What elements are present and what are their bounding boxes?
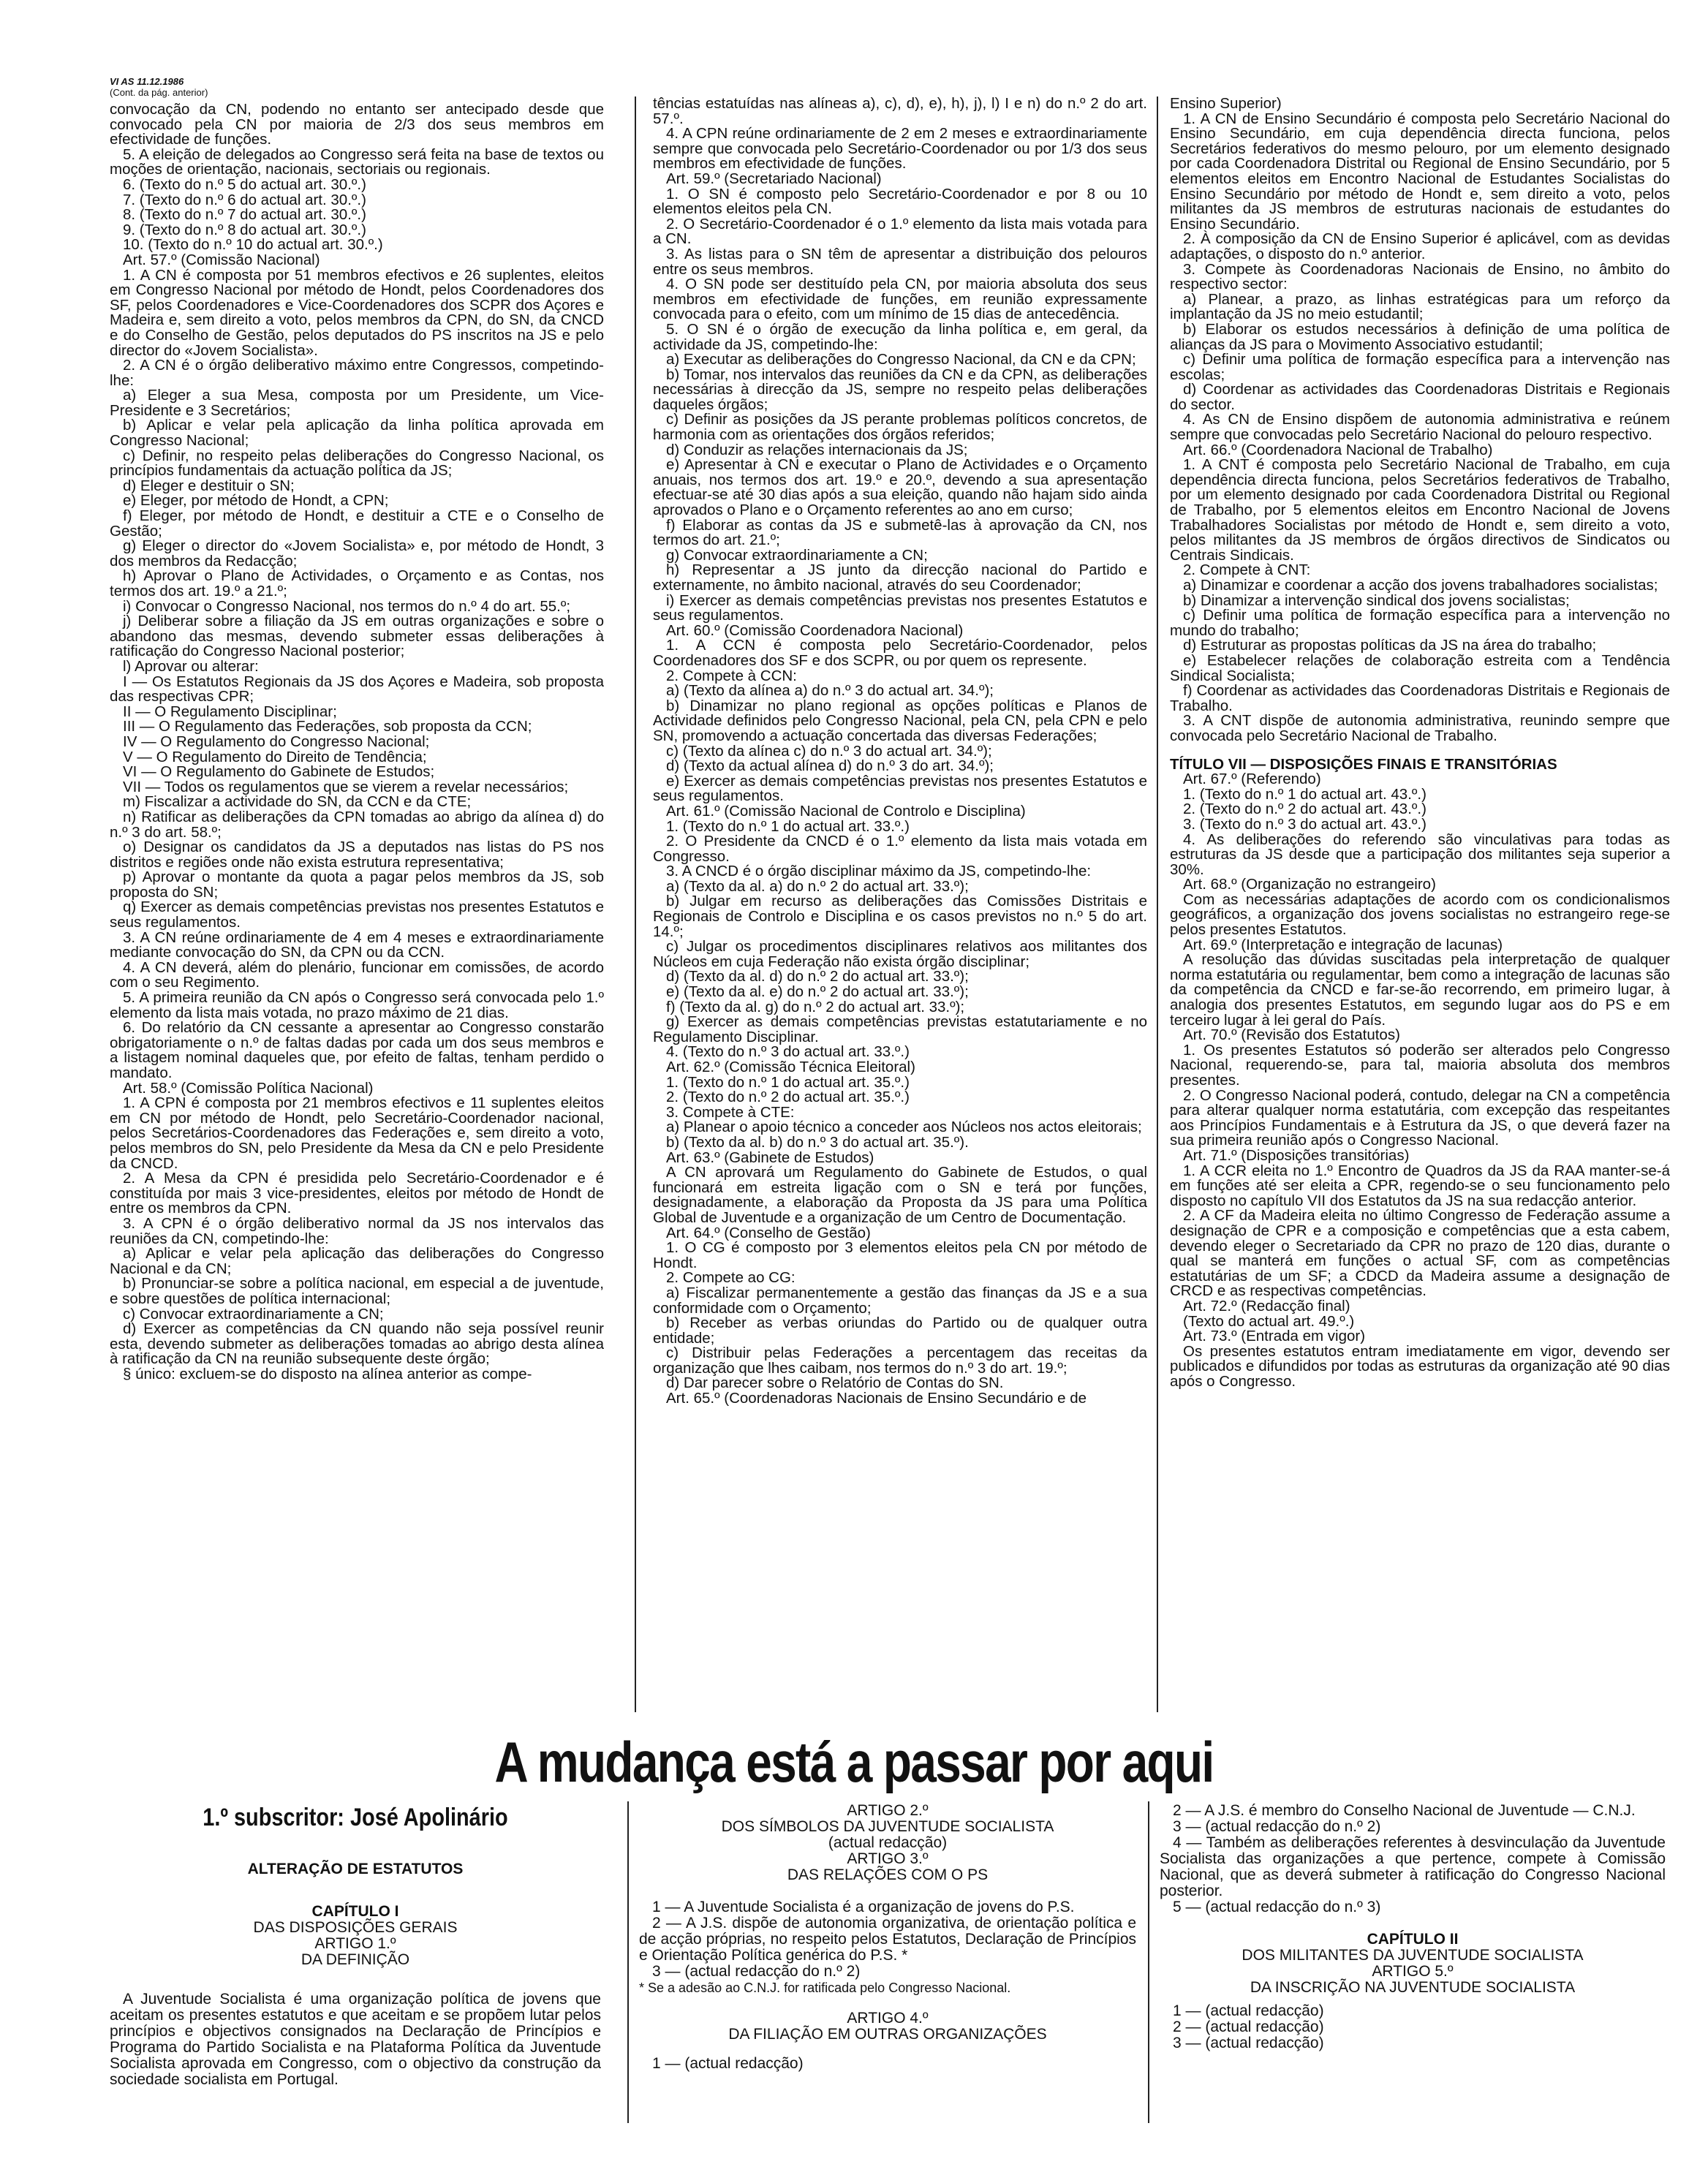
paragraph: b) Aplicar e velar pela aplicação da linha política aprovada em Congresso Nacional; bbox=[110, 417, 604, 450]
paragraph: b) Dinamizar no plano regional as opções políticas e Planos de Actividade definidos pelo Congresso Nacional, pela CN, pela CPN e pelo SN, promovendo a actuação concertada das diversas Federações; bbox=[653, 697, 1147, 744]
paragraph: i) Exercer as demais competências previstas nos presentes Estatutos e seus regulamentos. bbox=[653, 591, 1147, 624]
article-4-heading: ARTIGO 4.º bbox=[847, 2010, 929, 2027]
paragraph: n) Ratificar as deliberações da CPN tomadas ao abrigo da alínea d) do n.º 3 do art. 58.º; bbox=[110, 808, 604, 841]
paragraph: 3. Compete às Coordenadoras Nacionais de Ensino, no âmbito do respectivo sector: bbox=[1170, 260, 1670, 293]
paragraph: IV — O Regulamento do Congresso Nacional; bbox=[123, 733, 430, 750]
article-5-heading: ARTIGO 5.º bbox=[1372, 1963, 1454, 1980]
paragraph: c) Convocar extraordinariamente a CN; bbox=[123, 1305, 384, 1323]
paragraph: g) Eleger o director do «Jovem Socialista» e, por método de Hondt, 3 dos membros da Redacção; bbox=[110, 537, 604, 570]
paragraph: convocação da CN, podendo no entanto ser antecipado desde que convocado pela CN por maioria de 2/3 dos seus membros em efectividade de funções. bbox=[110, 102, 604, 148]
paragraph: 1. (Texto do n.º 1 do actual art. 35.º.) bbox=[666, 1073, 910, 1091]
paragraph: 2. A CF da Madeira eleita no último Congresso de Federação assume a designação de CPR e a composição e competências que a esta cabem, devendo eleger o Secretariado da CPR no prazo de 120 dias, durante o qual se manterá em funções o actual SF, com as competências estatutárias de um SF; a CDCD da Madeira assume a designação de CRCD e as respectivas competências. bbox=[1170, 1207, 1670, 1300]
paragraph: Com as necessárias adaptações de acordo com os condicionalismos geográficos, a organização dos jovens socialistas no estrangeiro rege-se pelos presentes Estatutos. bbox=[1170, 890, 1670, 939]
chapter-2-heading: CAPÍTULO II bbox=[1367, 1931, 1459, 1948]
paragraph: q) Exercer as demais competências previstas nos presentes Estatutos e seus regulamentos. bbox=[110, 898, 604, 931]
paragraph: Art. 59.º (Secretariado Nacional) bbox=[666, 170, 882, 187]
paragraph: 3. A CPN é o órgão deliberativo normal da JS nos intervalos das reuniões da CN, competindo-lhe: bbox=[110, 1214, 604, 1247]
paragraph: g) Exercer as demais competências previstas estatutariamente e no Regulamento Disciplinar. bbox=[653, 1013, 1147, 1045]
paragraph: c) Definir, no respeito pelas deliberações do Congresso Nacional, os princípios fundamentais da actuação política da JS; bbox=[110, 447, 604, 480]
paragraph: Art. 67.º (Referendo) bbox=[1183, 771, 1321, 788]
paragraph: 5. A eleição de delegados ao Congresso será feita na base de textos ou moções de orientação, nacionais, sectoriais ou regionais. bbox=[110, 145, 604, 178]
paragraph: Art. 63.º (Gabinete de Estudos) bbox=[666, 1149, 874, 1166]
paragraph: f) Elaborar as contas da JS e submetê-las à aprovação da CN, nos termos do art. 21.º; bbox=[653, 516, 1147, 549]
paragraph: I — Os Estatutos Regionais da JS dos Açores e Madeira, sob proposta das respectivas CPR; bbox=[110, 673, 604, 705]
paragraph: d) (Texto da actual alínea d) do n.º 3 do art. 34.º); bbox=[666, 757, 994, 775]
paragraph: 7. (Texto do n.º 6 do actual art. 30.º.) bbox=[123, 191, 366, 208]
paragraph: (Texto do actual art. 49.º.) bbox=[1183, 1312, 1355, 1330]
paragraph: 3. A CNCD é o órgão disciplinar máximo da JS, competindo-lhe: bbox=[666, 863, 1092, 880]
paragraph: c) Definir uma política de formação específica para a intervenção no mundo do trabalho; bbox=[1170, 607, 1670, 639]
paragraph: b) Receber as verbas oriundas do Partido ou de qualquer outra entidade; bbox=[653, 1314, 1147, 1347]
paragraph: b) Dinamizar a intervenção sindical dos jovens socialistas; bbox=[1183, 591, 1570, 609]
paragraph: 1. A CPN é composta por 21 membros efectivos e 11 suplentes eleitos em CN por método de Hondt, pelo Secretário-Coordenador nacional, pelos Secretários-Coordenadores das Federações e, sem direito a voto, pelos membros do SN, pelo Presidente da Mesa da CN e pelo Presidente da CNCD. bbox=[110, 1094, 604, 1172]
divider-vertical-bottom-1 bbox=[627, 1801, 629, 2123]
paragraph: 3. A CN reúne ordinariamente de 4 em 4 meses e extraordinariamente mediante convocação do SN, da CPN ou da CCN. bbox=[110, 928, 604, 961]
footnote: * Se a adesão ao C.N.J. for ratificada pelo Congresso Nacional. bbox=[639, 1980, 1011, 1995]
paragraph: d) Conduzir as relações internacionais da JS; bbox=[666, 441, 968, 458]
paragraph: 2. O Congresso Nacional poderá, contudo, delegar na CN a competência para alterar qualquer norma estatutária, com excepção das respeitantes aos Princípios Fundamentais e à Estrutura da JS, o que deverá fazer na sua primeira reunião após o Congresso Nacional. bbox=[1170, 1086, 1670, 1149]
paragraph: Art. 70.º (Revisão dos Estatutos) bbox=[1183, 1026, 1400, 1044]
continuation-note: (Cont. da pág. anterior) bbox=[110, 87, 208, 98]
paragraph: 4. A CN deverá, além do plenário, funcionar em comissões, de acordo com o seu Regimento. bbox=[110, 958, 604, 991]
article-1-text: A Juventude Socialista é uma organização política de jovens que aceitam os presentes estatutos e que aceitam e se propõem lutar pelos princípios e objectivos consignados na Declaração de Princípios e Programa do Partido Socialista e na Plataforma Política da Juventude Socialista aprovada em Congresso, com o objectivo da construção da sociedade socialista em Portugal. bbox=[110, 1991, 601, 2088]
paragraph: m) Fiscalizar a actividade do SN, da CCN e da CTE; bbox=[123, 793, 472, 811]
article-5-item-3: 3 — (actual redacção) bbox=[1173, 2035, 1324, 2051]
paragraph: 2. Compete à CNT: bbox=[1183, 561, 1311, 579]
chapter-2-title: DOS MILITANTES DA JUVENTUDE SOCIALISTA bbox=[1242, 1947, 1584, 1964]
paragraph: e) Estabelecer relações de colaboração estreita com a Tendência Sindical Socialista; bbox=[1170, 651, 1670, 684]
paragraph: j) Deliberar sobre a filiação da JS em outras organizações e sobre o abandono das mesmas, devendo submeter essas deliberações à ratificação do Congresso Nacional posterior; bbox=[110, 613, 604, 660]
article-4-item-4: 4 — Também as deliberações referentes à desvinculação da Juventude Socialista das organizações a que pertence, compete à Comissão Nacional, que as deverá submeter à ratificação do Congresso Nacional posterior. bbox=[1160, 1834, 1666, 1899]
paragraph: 4. O SN pode ser destituído pela CN, por maioria absoluta dos seus membros em efectividade de funções, em reunião expressamente convocada para o efeito, com um mínimo de 15 dias de antecedência. bbox=[653, 276, 1147, 323]
paragraph: 2. Compete ao CG: bbox=[666, 1269, 796, 1287]
paragraph: d) Dar parecer sobre o Relatório de Contas do SN. bbox=[666, 1374, 1004, 1392]
headline: A mudança está a passar por aqui bbox=[494, 1730, 1214, 1794]
paragraph: a) Planear o apoio técnico a conceder aos Núcleos nos actos eleitorais; bbox=[666, 1119, 1142, 1136]
paragraph: h) Aprovar o Plano de Actividades, o Orçamento e as Contas, nos termos dos art. 19.º a 21.º; bbox=[110, 567, 604, 599]
paragraph: § único: excluem-se do disposto na alínea anterior as compe- bbox=[123, 1365, 532, 1382]
paragraph: e) Exercer as demais competências previstas nos presentes Estatutos e seus regulamentos. bbox=[653, 772, 1147, 805]
paragraph: 1. A CN é composta por 51 membros efectivos e 26 suplentes, eleitos em Congresso Nacional por método de Hondt, pelos Coordenadores dos SF, pelos Coordenadores e Vice-Coordenadores dos SCPR dos Açores e Madeira e, sem direito a voto, pelos membros da CPN, do SN, da CNCD e do Conselho de Gestão, pelos deputados do PS inscritos na JS e pelo director do «Jovem Socialista». bbox=[110, 266, 604, 359]
paragraph: V — O Regulamento do Direito de Tendência; bbox=[123, 748, 427, 765]
page-header bbox=[110, 76, 208, 98]
paragraph: Art. 71.º (Disposições transitórias) bbox=[1183, 1146, 1410, 1164]
paragraph: a) Fiscalizar permanentemente a gestão das finanças da JS e a sua conformidade com o Orçamento; bbox=[653, 1284, 1147, 1317]
paragraph: Art. 61.º (Comissão Nacional de Controlo e Disciplina) bbox=[666, 802, 1026, 820]
paragraph: 1. A CCR eleita no 1.º Encontro de Quadros da JS da RAA manter-se-á em funções até ser eleita a CPR, regendo-se o seu funcionamento pelo disposto no capítulo VII dos Estatutos da JS na sua redacção anterior. bbox=[1170, 1162, 1670, 1209]
paragraph: i) Convocar o Congresso Nacional, nos termos do n.º 4 do art. 55.º; bbox=[123, 597, 571, 615]
article-1-title: DA DEFINIÇÃO bbox=[301, 1951, 410, 1968]
paragraph: Os presentes estatutos entram imediatamente em vigor, devendo ser publicados e difundidos por todas as estruturas da organização até 90 dias após o Congresso. bbox=[1170, 1342, 1670, 1390]
paragraph: c) (Texto da alínea c) do n.º 3 do actual art. 34.º); bbox=[666, 742, 992, 760]
paragraph: 1. Os presentes Estatutos só poderão ser alterados pelo Congresso Nacional, requerendo-se, para tal, maioria absoluta dos membros presentes. bbox=[1170, 1041, 1670, 1089]
paragraph: a) (Texto da al. a) do n.º 2 do actual art. 33.º); bbox=[666, 877, 969, 895]
paragraph: e) Apresentar à CN e executar o Plano de Actividades e o Orçamento anuais, nos termos dos art. 19.º e 20.º, devendo a sua apresentação efectuar-se até 30 dias após a sua eleição, quando não hajam sido ainda aprovados o Plano e o Orçamento referentes ao ano em curso; bbox=[653, 456, 1147, 519]
section-title: TÍTULO VII — DISPOSIÇÕES FINAIS E TRANSITÓRIAS bbox=[1170, 755, 1557, 773]
paragraph: 3. Compete à CTE: bbox=[666, 1103, 795, 1121]
paragraph: p) Aprovar o montante da quota a pagar pelos membros da JS, sob proposta do SN; bbox=[110, 869, 604, 901]
divider-vertical-bottom-2 bbox=[1148, 1801, 1149, 2123]
text-column-3 bbox=[1170, 97, 1670, 1702]
paragraph: a) Dinamizar e coordenar a acção dos jovens trabalhadores socialistas; bbox=[1183, 577, 1658, 594]
article-5-title: DA INSCRIÇÃO NA JUVENTUDE SOCIALISTA bbox=[1250, 1979, 1576, 1996]
paragraph: 1. A CN de Ensino Secundário é composta pelo Secretário Nacional do Ensino Secundário, em cuja dependência directa funciona, pelos Secretários federativos do mesmo pelouro, por um elemento designado por cada Coordenadora Distrital ou Regional de Ensino Secundário, por 5 elementos eleitos em Encontro Nacional de Estudantes Socialistas do Ensino Secundário por método de Hondt e, sem direito a voto, pelos militantes da JS membros de estruturas nacionais de estudantes do Ensino Secundário. bbox=[1170, 110, 1670, 232]
paragraph: h) Representar a JS junto da direcção nacional do Partido e externamente, no âmbito nacional, através do seu Coordenador; bbox=[653, 561, 1147, 594]
paragraph: Art. 72.º (Redacção final) bbox=[1183, 1297, 1350, 1314]
divider-vertical-top-1 bbox=[635, 97, 636, 1712]
paragraph: e) Eleger, por método de Hondt, a CPN; bbox=[123, 492, 389, 510]
paragraph: Art. 68.º (Organização no estrangeiro) bbox=[1183, 876, 1436, 893]
paragraph: 2. A CN é o órgão deliberativo máximo entre Congressos, competindo-lhe: bbox=[110, 357, 604, 389]
paragraph: g) Convocar extraordinariamente a CN; bbox=[666, 546, 928, 564]
paragraph: c) Definir as posições da JS perante problemas políticos concretos, de harmonia com as orientações dos órgãos referidos; bbox=[653, 411, 1147, 444]
article-2-heading: ARTIGO 2.º bbox=[847, 1803, 929, 1819]
paragraph: 2. (Texto do n.º 2 do actual art. 35.º.) bbox=[666, 1089, 910, 1106]
article-5-item-2: 2 — (actual redacção) bbox=[1173, 2019, 1324, 2035]
paragraph: VII — Todos os regulamentos que se vierem a revelar necessários; bbox=[123, 778, 569, 795]
paragraph: d) Estruturar as propostas políticas da JS na área do trabalho; bbox=[1183, 637, 1597, 654]
paragraph: o) Designar os candidatos da JS a deputados nas listas do PS nos distritos e regiões onde não exista estrutura representativa; bbox=[110, 839, 604, 871]
article-2-subtitle: (actual redacção) bbox=[828, 1834, 948, 1851]
paragraph: 1. A CNT é composta pelo Secretário Nacional de Trabalho, em cuja dependência directa funciona, pelos Secretários federativos de Trabalho, por um elemento designado por cada Coordenadora Distrital ou Regional de Trabalho, por 5 elementos eleitos em Encontro Nacional de Jovens Trabalhadores Socialistas por método de Hondt e, sem direito a voto, pelos militantes da JS membros de órgãos directivos de Sindicatos ou Centrais Sindicais. bbox=[1170, 456, 1670, 564]
paragraph: d) Eleger e destituir o SN; bbox=[123, 477, 295, 494]
paragraph: f) Coordenar as actividades das Coordenadoras Distritais e Regionais de Trabalho. bbox=[1170, 682, 1670, 714]
subscriber-title: 1.º subscritor: José Apolinário bbox=[203, 1804, 508, 1831]
paragraph: a) (Texto da alínea a) do n.º 3 do actual art. 34.º); bbox=[666, 682, 994, 700]
paragraph: c) Definir uma política de formação específica para a intervenção nas escolas; bbox=[1170, 351, 1670, 383]
paragraph: Art. 73.º (Entrada em vigor) bbox=[1183, 1328, 1366, 1345]
article-4-item-3: 3 — (actual redacção do n.º 2) bbox=[1173, 1818, 1381, 1835]
divider-vertical-top-2 bbox=[1157, 97, 1158, 1712]
paragraph: b) (Texto da al. b) do n.º 3 do actual art. 35.º). bbox=[666, 1133, 969, 1151]
article-4-item-5: 5 — (actual redacção do n.º 3) bbox=[1173, 1899, 1381, 1915]
bottom-column-1 bbox=[110, 1803, 601, 2125]
paragraph: c) Distribuir pelas Federações a percentagem das receitas da organização que lhes caibam, nos termos do n.º 3 do art. 19.º; bbox=[653, 1344, 1147, 1377]
paragraph: 8. (Texto do n.º 7 do actual art. 30.º.) bbox=[123, 206, 366, 224]
paragraph: Art. 69.º (Interpretação e integração de lacunas) bbox=[1183, 936, 1503, 953]
paragraph: Art. 57.º (Comissão Nacional) bbox=[123, 251, 320, 268]
paragraph: a) Executar as deliberações do Congresso Nacional, da CN e da CPN; bbox=[666, 351, 1136, 368]
paragraph: b) Julgar em recurso as deliberações das Comissões Distritais e Regionais de Controlo e Disciplina e os casos previstos no n.º 5 do art. 14.º; bbox=[653, 893, 1147, 940]
paragraph: tências estatuídas nas alíneas a), c), d), e), h), j), l) I e n) do n.º 2 do art. 57.º. bbox=[653, 97, 1147, 127]
text-column-1 bbox=[110, 102, 604, 1709]
paragraph: b) Tomar, nos intervalos das reuniões da CN e da CPN, as deliberações necessárias à direcção da JS, sempre no respeito pelas deliberações daqueles órgãos; bbox=[653, 366, 1147, 413]
article-3-title: DAS RELAÇÕES COM O PS bbox=[787, 1866, 989, 1883]
paragraph: A CN aprovará um Regulamento do Gabinete de Estudos, o qual funcionará em estreita ligação com o SN e terá por funções, designadamente, a elaboração da Proposta da JS para uma Política Global de Juventude e a organização de um Centro de Documentação. bbox=[653, 1164, 1147, 1226]
paragraph: 5. A primeira reunião da CN após o Congresso será convocada pelo 1.º elemento da lista mais votada, no prazo máximo de 21 dias. bbox=[110, 989, 604, 1021]
paragraph: a) Planear, a prazo, as linhas estratégicas para um reforço da implantação da JS no meio estudantil; bbox=[1170, 290, 1670, 323]
paragraph: e) (Texto da al. e) do n.º 2 do actual art. 33.º); bbox=[666, 983, 969, 1001]
paragraph: b) Pronunciar-se sobre a política nacional, em especial a de juventude, e sobre questões de política internacional; bbox=[110, 1275, 604, 1307]
paragraph: 10. (Texto do n.º 10 do actual art. 30.º.) bbox=[123, 236, 383, 254]
paragraph: d) Exercer as competências da CN quando não seja possível reunir esta, devendo submeter as deliberações tomadas ao abrigo desta alínea à ratificação da CN na reunião subsequente deste órgão; bbox=[110, 1320, 604, 1368]
paragraph: 9. (Texto do n.º 8 do actual art. 30.º.) bbox=[123, 221, 366, 238]
article-2-title: DOS SÍMBOLOS DA JUVENTUDE SOCIALISTA bbox=[721, 1818, 1054, 1835]
article-3-heading: ARTIGO 3.º bbox=[847, 1850, 929, 1867]
paragraph: 2. A Mesa da CPN é presidida pelo Secretário-Coordenador e é constituída por mais 3 vice-presidentes, eleitos por método de Hondt de entre os membros da CPN. bbox=[110, 1170, 604, 1217]
article-3-item-3: 3 — (actual redacção do n.º 2) bbox=[652, 1963, 861, 1980]
chapter-1-title: DAS DISPOSIÇÕES GERAIS bbox=[253, 1919, 458, 1936]
article-3-item-1: 1 — A Juventude Socialista é a organização de jovens do P.S. bbox=[652, 1899, 1075, 1915]
paragraph: Art. 58.º (Comissão Política Nacional) bbox=[123, 1079, 374, 1097]
article-1-heading: ARTIGO 1.º bbox=[314, 1935, 396, 1952]
paragraph: d) Coordenar as actividades das Coordenadoras Distritais e Regionais do sector. bbox=[1170, 381, 1670, 413]
paragraph: 2. O Presidente da CNCD é o 1.º elemento da lista mais votada em Congresso. bbox=[653, 833, 1147, 865]
article-3-item-2: 2 — A J.S. dispõe de autonomia organizativa, de orientação política e de acção próprias, no respeito pelos Estatutos, Declaração de Princípios e Orientação Política genérica do P.S. * bbox=[639, 1915, 1136, 1964]
paragraph: 2. À composição da CN de Ensino Superior é aplicável, com as devidas adaptações, o disposto do n.º anterior. bbox=[1170, 230, 1670, 262]
paragraph: Art. 66.º (Coordenadora Nacional de Trabalho) bbox=[1183, 441, 1493, 458]
paragraph: 4. As deliberações do referendo são vinculativas para todas as estruturas da JS desde que a participação dos militantes seja superior a 30%. bbox=[1170, 831, 1670, 878]
paragraph: Ensino Superior) bbox=[1170, 97, 1282, 112]
alteracao-heading: ALTERAÇÃO DE ESTATUTOS bbox=[247, 1861, 464, 1877]
paragraph: 5. O SN é o órgão de execução da linha política e, em geral, da actividade da JS, competindo-lhe: bbox=[653, 320, 1147, 353]
text-column-2 bbox=[653, 97, 1147, 1709]
paragraph: d) (Texto da al. d) do n.º 2 do actual art. 33.º); bbox=[666, 968, 969, 985]
bottom-column-2 bbox=[639, 1803, 1136, 2125]
paragraph: a) Eleger a sua Mesa, composta por um Presidente, um Vice-Presidente e 3 Secretários; bbox=[110, 387, 604, 419]
paragraph: a) Aplicar e velar pela aplicação das deliberações do Congresso Nacional e da CN; bbox=[110, 1245, 604, 1277]
article-5-item-1: 1 — (actual redacção) bbox=[1173, 2002, 1324, 2019]
paragraph: 1. A CCN é composta pelo Secretário-Coordenador, pelos Coordenadores dos SF e dos SCPR, ou por quem os represente. bbox=[653, 637, 1147, 669]
paragraph: II — O Regulamento Disciplinar; bbox=[123, 703, 337, 720]
paragraph: VI — O Regulamento do Gabinete de Estudos; bbox=[123, 763, 435, 781]
paragraph: f) Eleger, por método de Hondt, e destituir a CTE e o Conselho de Gestão; bbox=[110, 507, 604, 540]
paragraph: III — O Regulamento das Federações, sob proposta da CCN; bbox=[123, 718, 532, 735]
paragraph: 1. (Texto do n.º 1 do actual art. 33.º.) bbox=[666, 817, 910, 835]
paragraph: Art. 64.º (Conselho de Gestão) bbox=[666, 1224, 871, 1241]
article-4-item-1: 1 — (actual redacção) bbox=[652, 2055, 804, 2072]
paragraph: 6. (Texto do n.º 5 do actual art. 30.º.) bbox=[123, 175, 366, 193]
paragraph: 2. O Secretário-Coordenador é o 1.º elemento da lista mais votada para a CN. bbox=[653, 215, 1147, 248]
paragraph: 3. A CNT dispõe de autonomia administrativa, reunindo sempre que convocada pelo Secretário Nacional de Trabalho. bbox=[1170, 712, 1670, 744]
bottom-column-3 bbox=[1160, 1803, 1666, 2125]
paragraph: 3. (Texto do n.º 3 do actual art. 43.º.) bbox=[1183, 815, 1427, 833]
paragraph: 1. O CG é composto por 3 elementos eleitos pela CN por método de Hondt. bbox=[653, 1239, 1147, 1271]
paragraph: c) Julgar os procedimentos disciplinares relativos aos militantes dos Núcleos em cuja Federação não exista órgão disciplinar; bbox=[653, 938, 1147, 970]
paragraph: Art. 65.º (Coordenadoras Nacionais de Ensino Secundário e de bbox=[666, 1390, 1087, 1407]
paragraph: Art. 60.º (Comissão Coordenadora Nacional) bbox=[666, 621, 964, 639]
paragraph: 2. Compete à CCN: bbox=[666, 667, 797, 684]
paragraph: l) Aprovar ou alterar: bbox=[123, 657, 259, 675]
paragraph: f) (Texto da al. g) do n.º 2 do actual art. 33.º); bbox=[666, 998, 965, 1015]
article-4-title: DA FILIAÇÃO EM OUTRAS ORGANIZAÇÕES bbox=[728, 2026, 1047, 2043]
paragraph: b) Elaborar os estudos necessários à definição de uma política de alianças da JS para o Movimento Associativo estudantil; bbox=[1170, 320, 1670, 353]
paragraph: 4. (Texto do n.º 3 do actual art. 33.º.) bbox=[666, 1043, 910, 1061]
paragraph: A resolução das dúvidas suscitadas pela interpretação de qualquer norma estatutária ou regulamentar, bem como a integração de lacunas são da competência da CNCD e far-se-ão recorrendo, em primeiro lugar, à analogia dos presentes Estatutos, em segundo lugar aos do PS e em terceiro lugar à lei geral do País. bbox=[1170, 951, 1670, 1029]
paragraph: 1. O SN é composto pelo Secretário-Coordenador e por 8 ou 10 elementos eleitos pela CN. bbox=[653, 185, 1147, 218]
paragraph: 6. Do relatório da CN cessante a apresentar ao Congresso constarão obrigatoriamente o n.º de faltas dadas por cada um dos seus membros e a listagem nominal daqueles que, por efeito de faltas, tenham perdido o mandato. bbox=[110, 1019, 604, 1081]
paragraph: 3. As listas para o SN têm de apresentar a distribuição dos pelouros entre os seus membros. bbox=[653, 245, 1147, 278]
issue-date: VI AS 11.12.1986 bbox=[110, 76, 184, 87]
paragraph: 1. (Texto do n.º 1 do actual art. 43.º.) bbox=[1183, 785, 1427, 803]
paragraph: 2. (Texto do n.º 2 do actual art. 43.º.) bbox=[1183, 801, 1427, 818]
paragraph: Art. 62.º (Comissão Técnica Eleitoral) bbox=[666, 1059, 915, 1075]
chapter-1-heading: CAPÍTULO I bbox=[311, 1903, 399, 1920]
paragraph: 4. As CN de Ensino dispõem de autonomia administrativa e reúnem sempre que convocadas pelo Secretário Nacional do pelouro respectivo. bbox=[1170, 411, 1670, 444]
article-4-item-2: 2 — A J.S. é membro do Conselho Nacional de Juventude — C.N.J. bbox=[1173, 1803, 1636, 1819]
paragraph: 4. A CPN reúne ordinariamente de 2 em 2 meses e extraordinariamente sempre que convocada pelo Secretário-Coordenador ou por 1/3 dos seus membros em efectividade de funções. bbox=[653, 125, 1147, 173]
